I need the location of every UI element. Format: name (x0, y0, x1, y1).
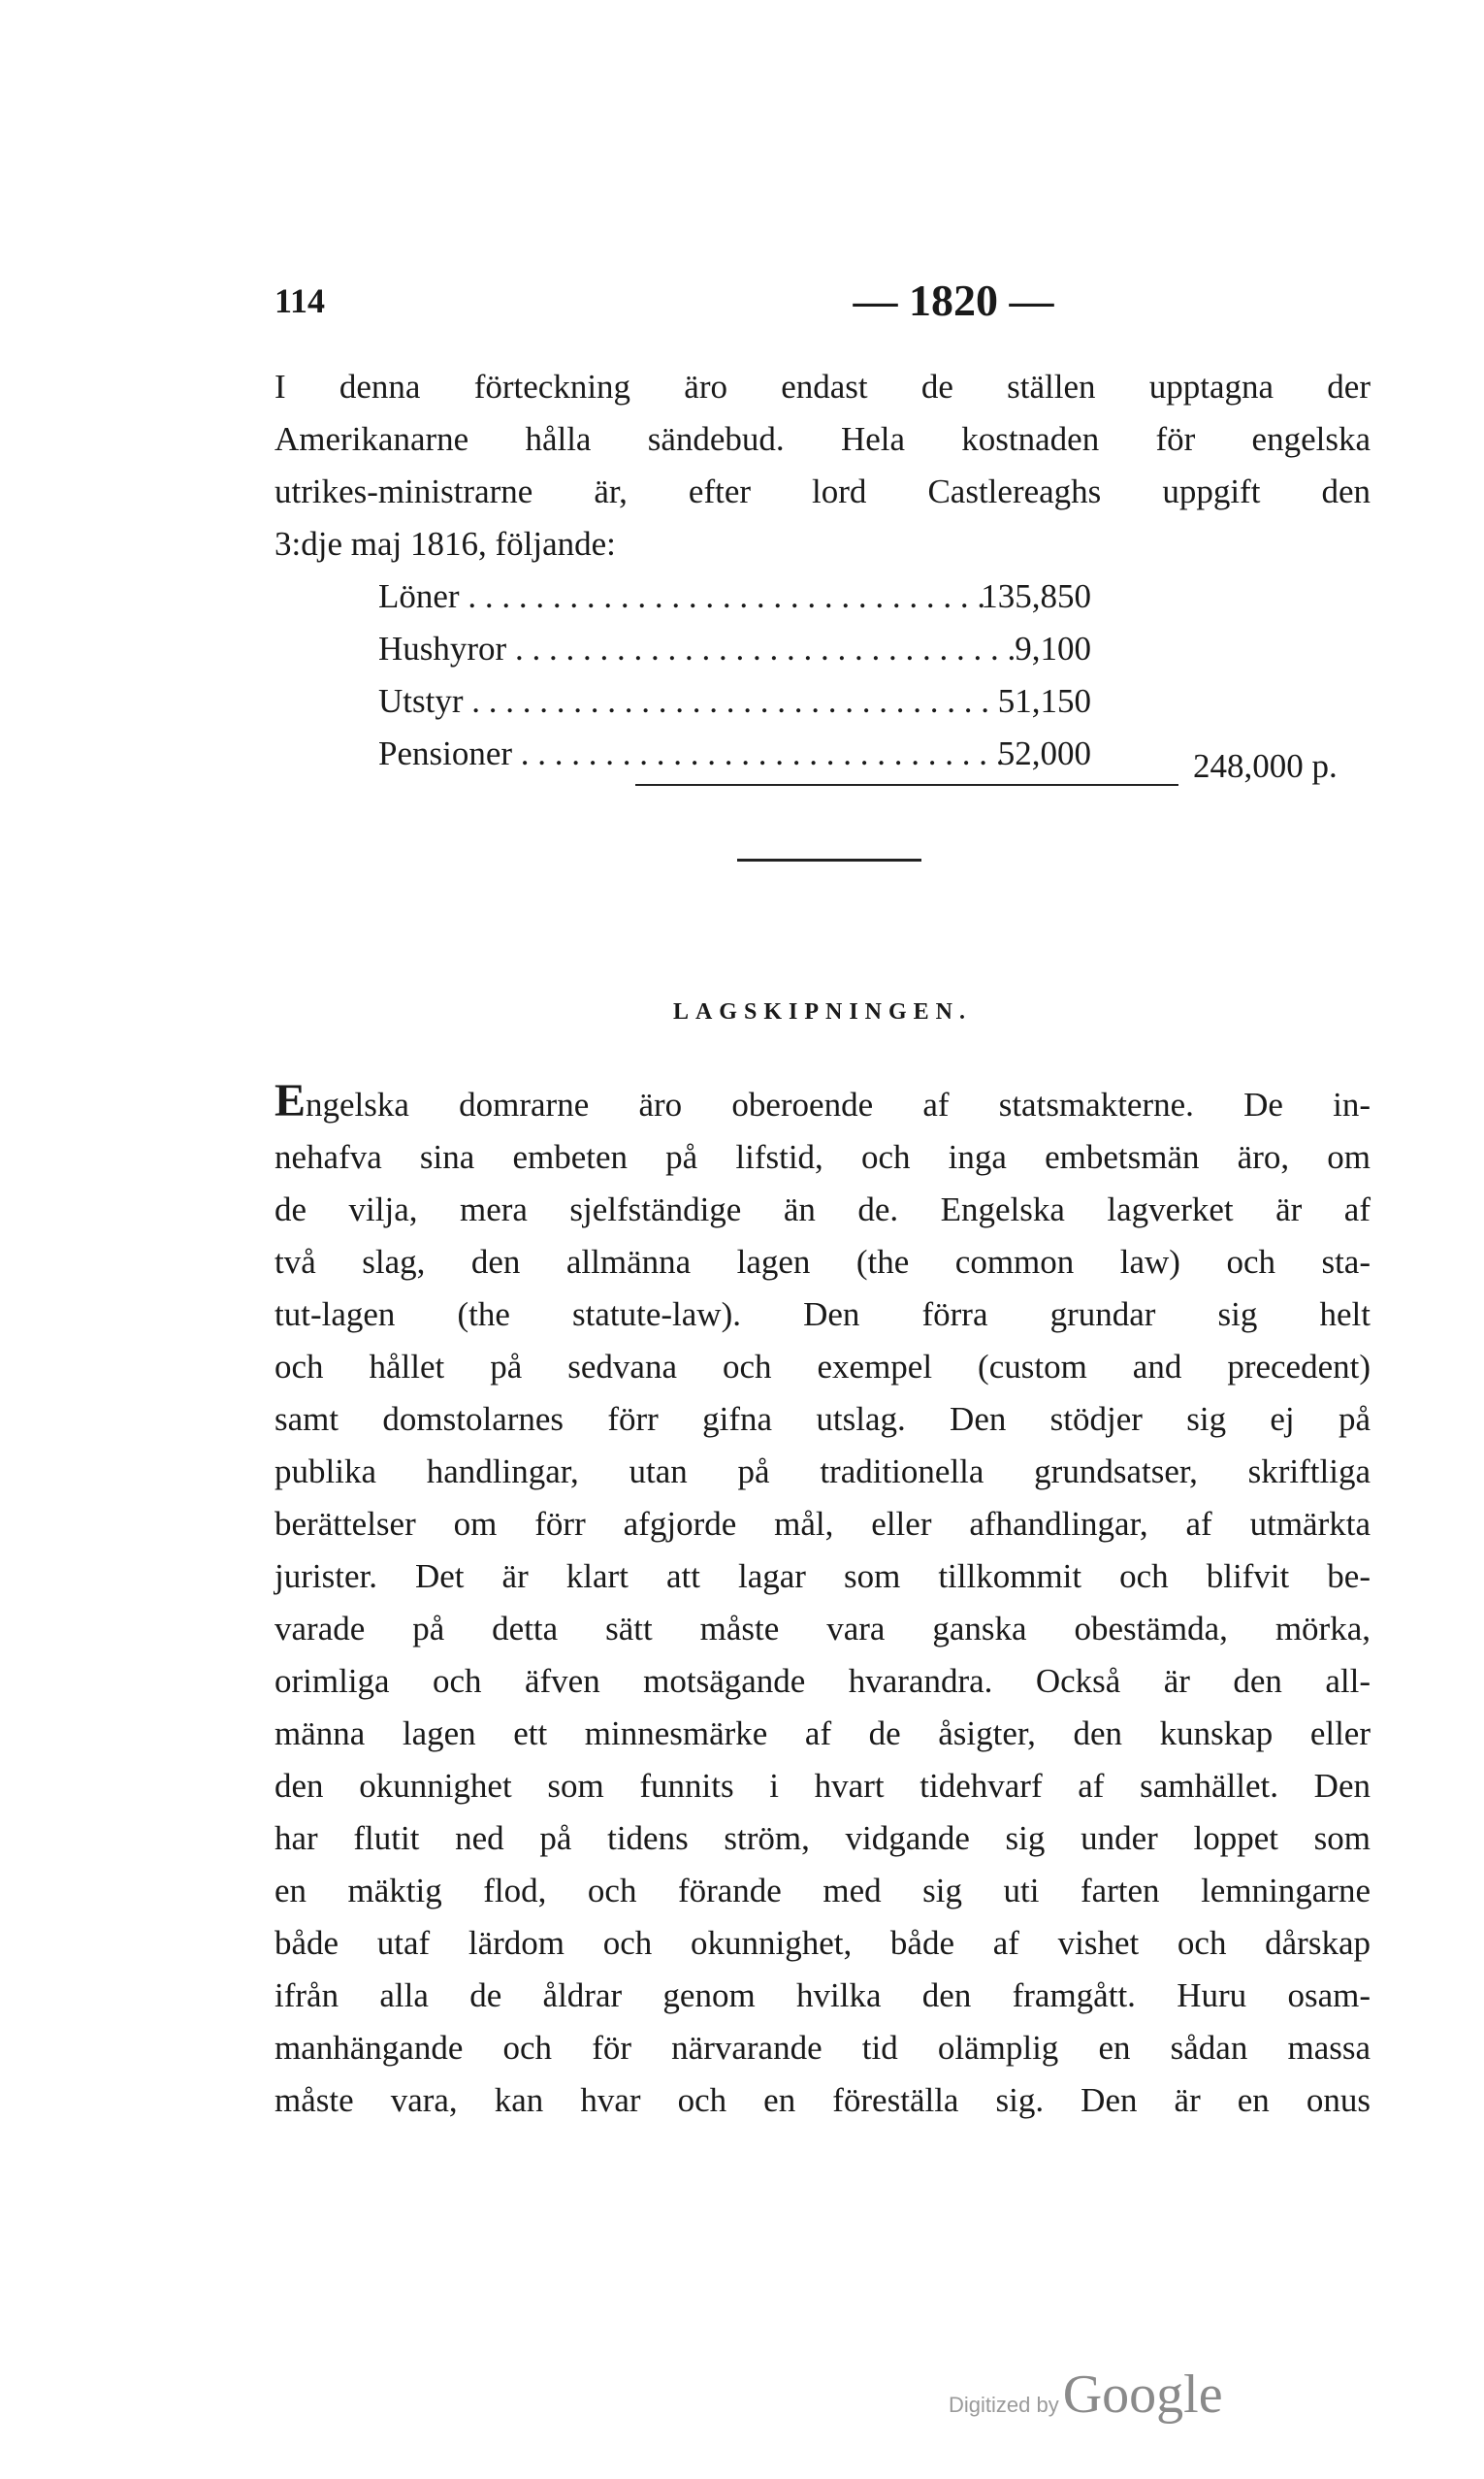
expense-row (378, 675, 1091, 728)
expense-row (378, 623, 1091, 675)
text-line: jurister. Det är klart att lagar som tillkommit och blifvit be- (274, 1557, 1371, 1595)
text-line (274, 1075, 1371, 1131)
expense-amount: 52,000 (997, 734, 1091, 772)
text-line: nehafva sina embeten på lifstid, och inga embetsmän äro, om (274, 1138, 1371, 1176)
text-line: den okunnighet som funnits i hvart tidehvarf af samhället. Den (274, 1767, 1371, 1805)
text-line: ifrån alla de åldrar genom hvilka den framgått. Huru osam- (274, 1976, 1371, 2014)
expense-row (378, 571, 1091, 623)
expense-label: Pensioner . . . . . . . . . . . . . . . . . . . . . . . . . . . . . (378, 734, 1005, 772)
text-line: publika handlingar, utan på traditionella grundsatser, skriftliga (274, 1452, 1371, 1490)
text-line: både utaf lärdom och okunnighet, både af vishet och dårskap (274, 1924, 1371, 1962)
intro-paragraph (274, 361, 1371, 571)
text-line: Amerikanarne hålla sändebud. Hela kostnaden för engelska (274, 420, 1371, 458)
sum-rule (635, 784, 1178, 786)
text-line: samt domstolarnes förr gifna utslag. Den stödjer sig ej på (274, 1400, 1371, 1438)
running-head-year: — 1820 — (853, 276, 1054, 325)
text-line: en mäktig flod, och förande med sig uti farten lemningarne (274, 1872, 1371, 1909)
text-line: tut-lagen (the statute-law). Den förra grundar sig helt (274, 1295, 1371, 1333)
expense-total: 248,000 p. (1193, 747, 1338, 785)
text-line: måste vara, kan hvar och en föreställa sig. Den är en onus (274, 2081, 1371, 2119)
text-line: berättelser om förr afgjorde mål, eller afhandlingar, af utmärkta (274, 1505, 1371, 1543)
page-number: 114 (274, 281, 326, 320)
text-line: utrikes-ministrarne är, efter lord Castlereaghs uppgift den (274, 473, 1371, 510)
expense-label: Utstyr . . . . . . . . . . . . . . . . . . . . . . . . . . . . . . . (378, 682, 989, 720)
text-line: orimliga och äfven motsägande hvarandra. Också är den all- (274, 1662, 1371, 1700)
section-title: LAGSKIPNINGEN. (672, 999, 973, 1025)
body-paragraph (274, 1075, 1371, 2127)
expense-amount: 9,100 (1015, 630, 1091, 668)
text-line: männa lagen ett minnesmärke af de åsigter, den kunskap eller (274, 1714, 1371, 1752)
text-line: 3:dje maj 1816, följande: (274, 525, 616, 563)
expense-label: Löner . . . . . . . . . . . . . . . . . . . . . . . . . . . . . . . (378, 577, 986, 615)
text-line: manhängande och för närvarande tid olämplig en sådan massa (274, 2029, 1371, 2067)
expense-label: Hushyror . . . . . . . . . . . . . . . . . . . . . . . . . . . . . . (378, 630, 1016, 668)
google-logo: Google (1062, 2365, 1223, 2425)
text-line: varade på detta sätt måste vara ganska obestämda, mörka, (274, 1610, 1371, 1647)
expense-amount: 135,850 (981, 577, 1091, 615)
digitized-by-label: Digitized by (949, 2393, 1059, 2417)
text-line: och hållet på sedvana och exempel (custom and precedent) (274, 1348, 1371, 1386)
drop-cap: E (274, 1075, 306, 1126)
text-line: I denna förteckning äro endast de ställen upptagna der (274, 368, 1371, 406)
page-header (274, 275, 1371, 333)
expense-amount: 51,150 (997, 682, 1091, 720)
digitized-by-watermark (949, 2364, 1223, 2426)
section-separator (737, 859, 921, 862)
text-line: de vilja, mera sjelfständige än de. Engelska lagverket är af (274, 1191, 1371, 1228)
text-line: två slag, den allmänna lagen (the common law) och sta- (274, 1243, 1371, 1281)
text-line-rest: ngelska domrarne äro oberoende af statsmakterne. De in- (306, 1086, 1371, 1124)
expense-row (378, 728, 1091, 780)
text-line: har flutit ned på tidens ström, vidgande sig under loppet som (274, 1819, 1371, 1857)
